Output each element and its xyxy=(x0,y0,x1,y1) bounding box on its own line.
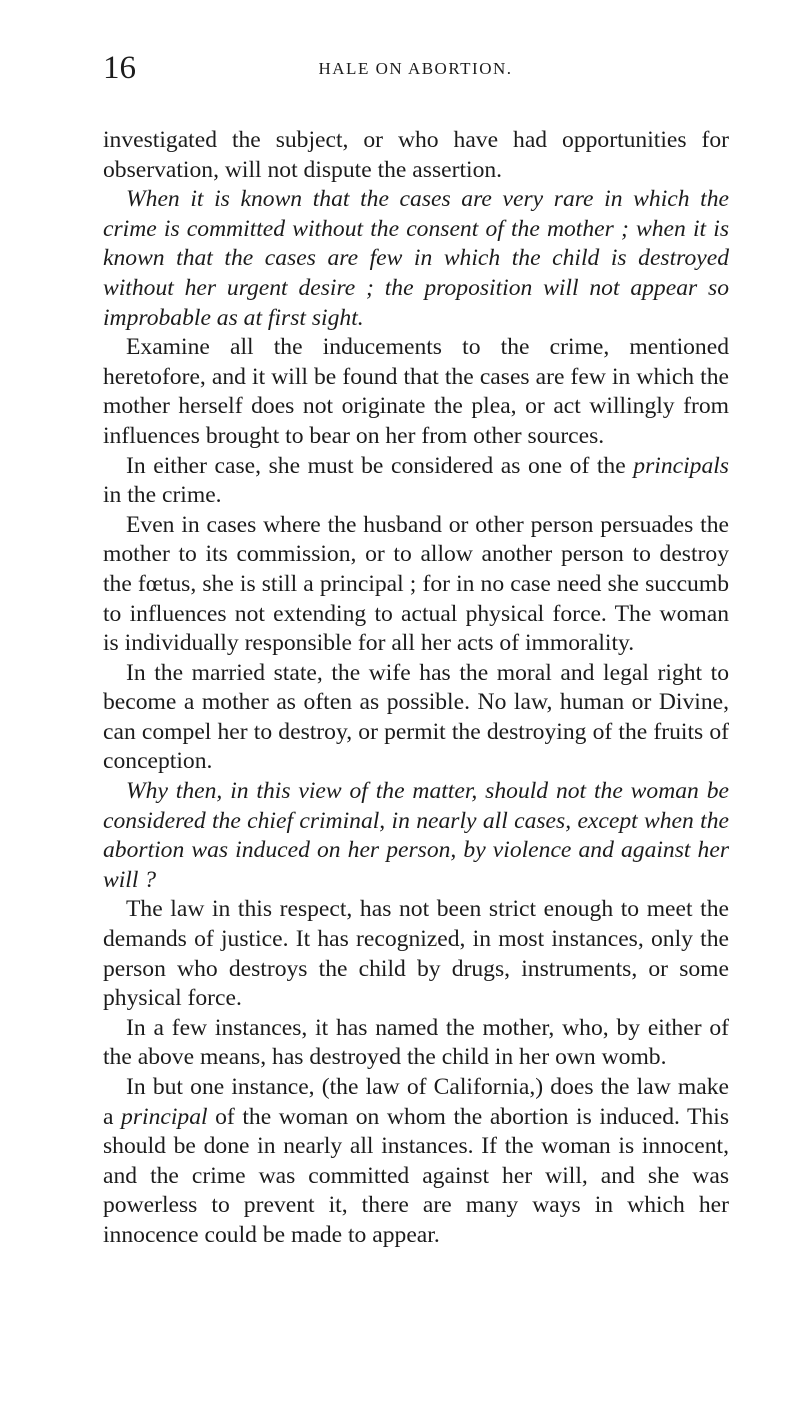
italic-text: Why then, in this view of the matter, should not the woman be considered the chief criminal, in nearly all cases, except when the abortion was induced on her person, by violence and against her will ? xyxy=(103,778,729,893)
paragraph-10 xyxy=(103,1073,729,1251)
paragraph-9 xyxy=(103,1014,729,1073)
paragraph-text: of the woman on whom the abortion is induced. This should be done in nearly all instances. If the woman is innocent, and the crime was committed against her will, and she was powerless to prevent it, there are many ways in which her innocence could be made to appear. xyxy=(103,1103,729,1248)
paragraph-text: In but one instance, (the law of California,) does the law make a xyxy=(103,1074,729,1130)
paragraph-text: The law in this respect, has not been strict enough to meet the demands of justice. It has recognized, in most instances, only the person who destroys the child by drugs, instruments, or some physical force. xyxy=(103,896,729,1012)
paragraph-text: in the crime. xyxy=(103,482,222,509)
paragraph-6 xyxy=(103,659,729,777)
paragraph-7 xyxy=(103,777,729,895)
paragraph-4 xyxy=(103,452,729,511)
paragraph-text: Examine all the inducements to the crime, mentioned heretofore, and it will be found that the cases are few in which the mother herself does not originate the plea, or act willingly from influences brought to bear on her from other sources. xyxy=(103,334,729,449)
page-header xyxy=(103,50,728,86)
body-text xyxy=(103,126,729,1251)
page-number: 16 xyxy=(103,50,136,86)
paragraph-2 xyxy=(103,185,729,333)
paragraph-text: In a few instances, it has named the mother, who, by either of the above means, has destroyed the child in her own womb. xyxy=(103,1014,729,1071)
italic-text: principal xyxy=(121,1103,208,1130)
paragraph-5 xyxy=(103,511,729,659)
paragraph-text: In the married state, the wife has the moral and legal right to become a mother as often as possible. No law, human or Divine, can compel her to destroy, or permit the destroying of the fruits of conception. xyxy=(103,659,729,775)
paragraph-3 xyxy=(103,333,729,451)
running-head: HALE ON ABORTION. xyxy=(318,59,513,78)
paragraph-8 xyxy=(103,895,729,1013)
paragraph-text: Even in cases where the husband or other person persuades the mother to its commission, or to allow another person to destroy the fœtus, she is still a principal ; for in no case need she succumb to influences not extending to actual physical force. The woman is individually responsible for all her acts of immorality. xyxy=(103,511,729,657)
italic-text: When it is known that the cases are very rare in which the crime is committed without the consent of the mother ; when it is known that the cases are few in which the child is destroyed without her urgent desire ; the proposition will not appear so improbable as at first sight. xyxy=(103,186,729,331)
paragraph-text: investigated the subject, or who have had opportunities for observation, will not dispute the assertion. xyxy=(103,127,729,183)
paragraph-text: In either case, she must be considered as one of the xyxy=(126,452,634,479)
italic-text: principals xyxy=(633,452,729,479)
paragraph-1 xyxy=(103,126,729,185)
